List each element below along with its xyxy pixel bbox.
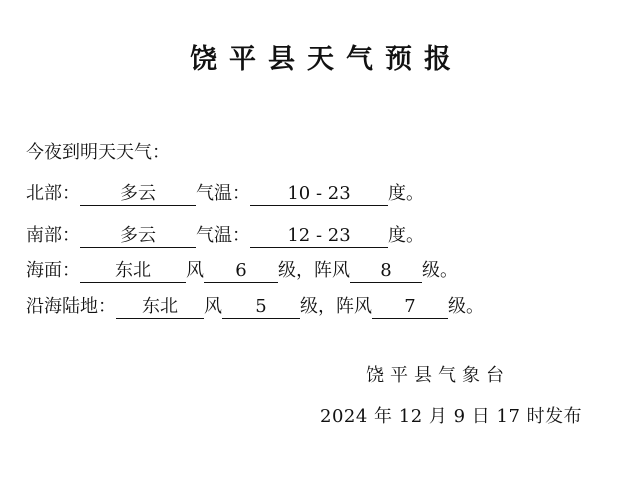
- south-weather-value: 多云: [80, 225, 196, 248]
- coast-gust-level: 7: [372, 296, 448, 319]
- sea-wind-level: 6: [204, 260, 278, 283]
- intro-line: [26, 141, 170, 165]
- north-label: 北部：: [26, 183, 80, 204]
- coast-wind-direction: 东北: [116, 296, 204, 319]
- issuing-office: 饶平县气象台: [366, 365, 510, 386]
- sea-label: 海面：: [26, 260, 80, 281]
- north-temp-label: 气温：: [196, 183, 250, 204]
- south-forecast-line: [26, 224, 424, 248]
- document-title: 饶平县天气预报: [190, 44, 463, 75]
- south-temp-value: 12 - 23: [250, 225, 388, 248]
- coast-forecast-line: [26, 295, 484, 319]
- south-temp-unit: 度。: [388, 225, 424, 246]
- north-temp-unit: 度。: [388, 183, 424, 204]
- north-forecast-line: [26, 182, 424, 206]
- sea-wind-direction: 东北: [80, 260, 186, 283]
- coast-label: 沿海陆地：: [26, 296, 116, 317]
- sea-wind-word: 风: [186, 260, 204, 281]
- north-weather-value: 多云: [80, 183, 196, 206]
- sea-gust-word: 级。: [422, 260, 458, 281]
- coast-gust-word: 级。: [448, 296, 484, 317]
- sea-gust-level: 8: [350, 260, 422, 283]
- coast-wind-level: 5: [222, 296, 300, 319]
- intro-text: 今夜到明天天气：: [26, 142, 170, 163]
- sea-level-word: 级，阵风: [278, 260, 350, 281]
- issue-date: 2024 年 12 月 9 日 17 时发布: [320, 406, 583, 427]
- sea-forecast-line: [26, 259, 458, 283]
- north-temp-value: 10 - 23: [250, 183, 388, 206]
- coast-wind-word: 风: [204, 296, 222, 317]
- south-temp-label: 气温：: [196, 225, 250, 246]
- south-label: 南部：: [26, 225, 80, 246]
- coast-level-word: 级，阵风: [300, 296, 372, 317]
